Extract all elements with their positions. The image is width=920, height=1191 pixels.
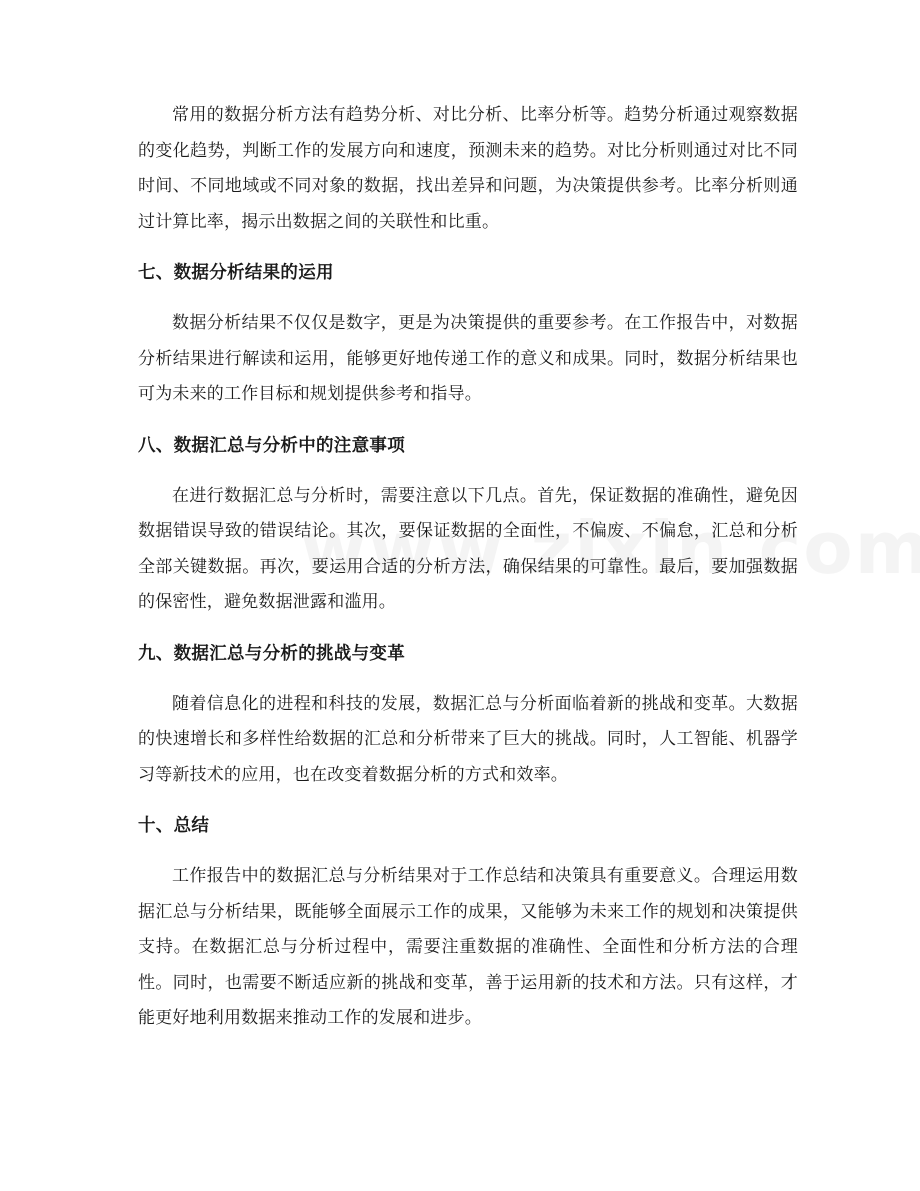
- section-heading-9: 九、数据汇总与分析的挑战与变革: [138, 643, 405, 664]
- paragraph-challenges: 随着信息化的进程和科技的发展，数据汇总与分析面临着新的挑战和变革。大数据的快速增长和多样性给数据的汇总和分析带来了巨大的挑战。同时，人工智能、机器学习等新技术的应用，也在改变着数据分析的方式和效率。: [138, 693, 798, 785]
- section-heading-7: 七、数据分析结果的运用: [138, 263, 334, 283]
- paragraph-results-usage: 数据分析结果不仅仅是数字，更是为决策提供的重要参考。在工作报告中，对数据分析结果进行解读和运用，能够更好地传递工作的意义和成果。同时，数据分析结果也可为未来的工作目标和规划提供参考和指导。: [138, 313, 798, 404]
- paragraph-precautions: 在进行数据汇总与分析时，需要注意以下几点。首先，保证数据的准确性，避免因数据错误导致的错误结论。其次，要保证数据的全面性，不偏废、不偏怠，汇总和分析全部关键数据。再次，要运用合适的分析方法，确保结果的可靠性。最后，要加强数据的保密性，避免数据泄露和滥用。: [138, 485, 798, 612]
- document-body: [138, 98, 798, 1037]
- paragraph-summary: 工作报告中的数据汇总与分析结果对于工作总结和决策具有重要意义。合理运用数据汇总与分析结果，既能够全面展示工作的成果，又能够为未来工作的规划和决策提供支持。在数据汇总与分析过程中，需要注重数据的准确性、全面性和分析方法的合理性。同时，也需要不断适应新的挑战和变革，善于运用新的技术和方法。只有这样，才能更好地利用数据来推动工作的发展和进步。: [138, 866, 798, 1028]
- section-heading-8: 八、数据汇总与分析中的注意事项: [138, 435, 405, 456]
- section-heading-10: 十、总结: [138, 816, 210, 836]
- paragraph-analysis-methods: 常用的数据分析方法有趋势分析、对比分析、比率分析等。趋势分析通过观察数据的变化趋势，判断工作的发展方向和速度，预测未来的趋势。对比分析则通过对比不同时间、不同地域或不同对象的数据，找出差异和问题，为决策提供参考。比率分析则通过计算比率，揭示出数据之间的关联性和比重。: [138, 105, 798, 232]
